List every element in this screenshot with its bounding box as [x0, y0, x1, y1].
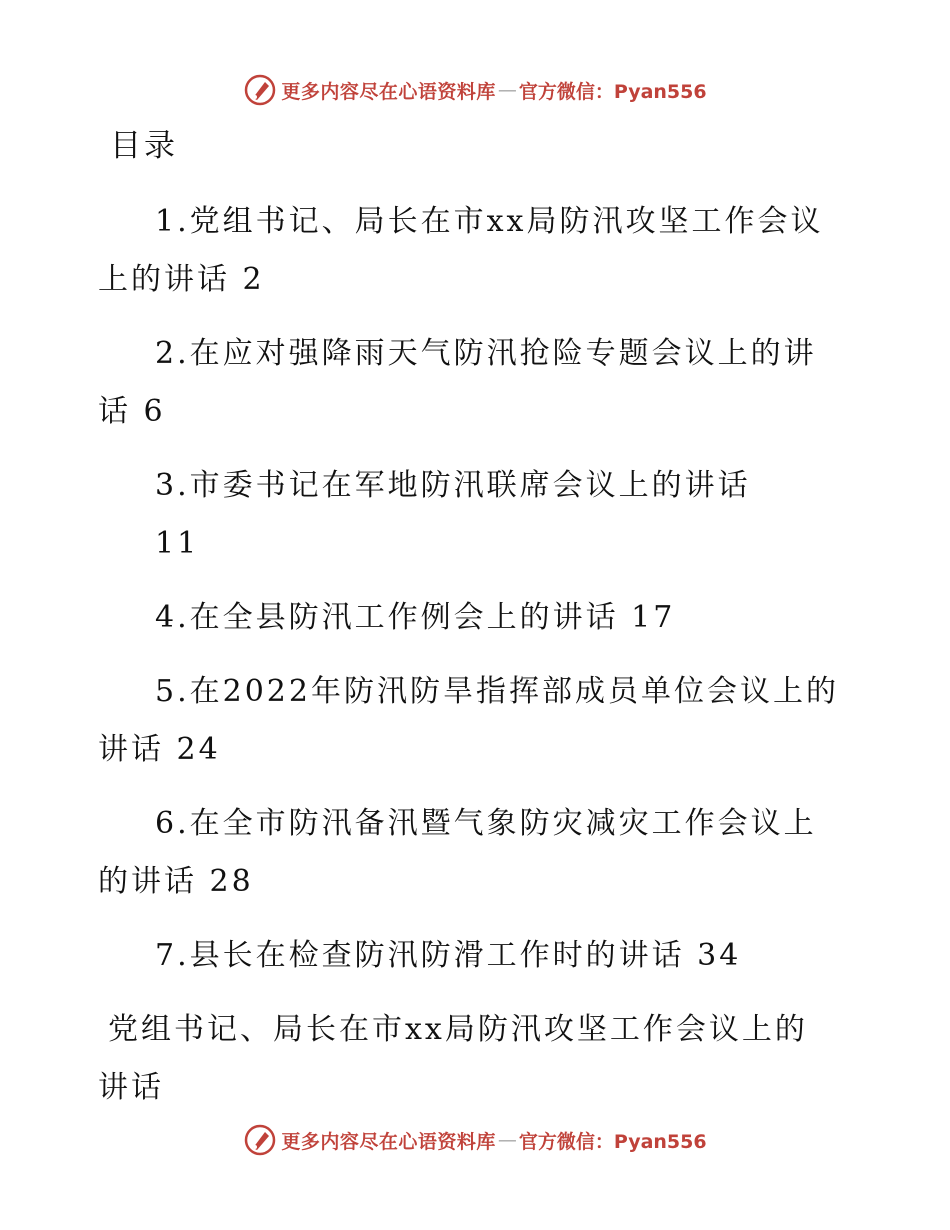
toc-item-1-line1[interactable]: 1.党组书记、局长在市xx局防汛攻坚工作会议 — [155, 204, 824, 239]
banner-separator: — — [497, 1129, 517, 1151]
pen-nib-logo-icon — [243, 73, 277, 107]
toc-item-1-line2[interactable]: 上的讲话 2 — [98, 262, 265, 297]
banner-wechat: 官方微信：Pyan556 — [518, 1130, 707, 1153]
toc-item-7-line1[interactable]: 7.县长在检查防汛防滑工作时的讲话 34 — [155, 938, 742, 973]
body-heading-line2: 讲话 — [98, 1070, 164, 1105]
toc-item-5-line2[interactable]: 讲话 24 — [98, 732, 221, 767]
body-heading-line1: 党组书记、局长在市xx局防汛攻坚工作会议上的 — [108, 1012, 808, 1047]
banner-text: 更多内容尽在心语资料库 — [281, 1130, 496, 1153]
banner-separator: — — [497, 79, 517, 101]
toc-item-5-line1[interactable]: 5.在2022年防汛防旱指挥部成员单位会议上的 — [155, 674, 839, 709]
toc-item-3-line2[interactable]: 11 — [155, 526, 200, 561]
banner-wechat: 官方微信：Pyan556 — [518, 80, 707, 103]
toc-item-3-line1[interactable]: 3.市委书记在军地防汛联席会议上的讲话 — [155, 468, 751, 503]
toc-item-2-line2[interactable]: 话 6 — [98, 394, 166, 429]
toc-item-2-line1[interactable]: 2.在应对强降雨天气防汛抢险专题会议上的讲 — [155, 336, 817, 371]
pen-nib-logo-icon — [243, 1123, 277, 1157]
footer-watermark-banner — [0, 1120, 950, 1160]
header-watermark-banner — [0, 70, 950, 110]
toc-item-4-line1[interactable]: 4.在全县防汛工作例会上的讲话 17 — [155, 600, 676, 635]
toc-item-6-line2[interactable]: 的讲话 28 — [98, 864, 254, 899]
banner-text: 更多内容尽在心语资料库 — [281, 80, 496, 103]
toc-title: 目录 — [110, 128, 178, 164]
toc-item-6-line1[interactable]: 6.在全市防汛备汛暨气象防灾减灾工作会议上 — [155, 806, 817, 841]
